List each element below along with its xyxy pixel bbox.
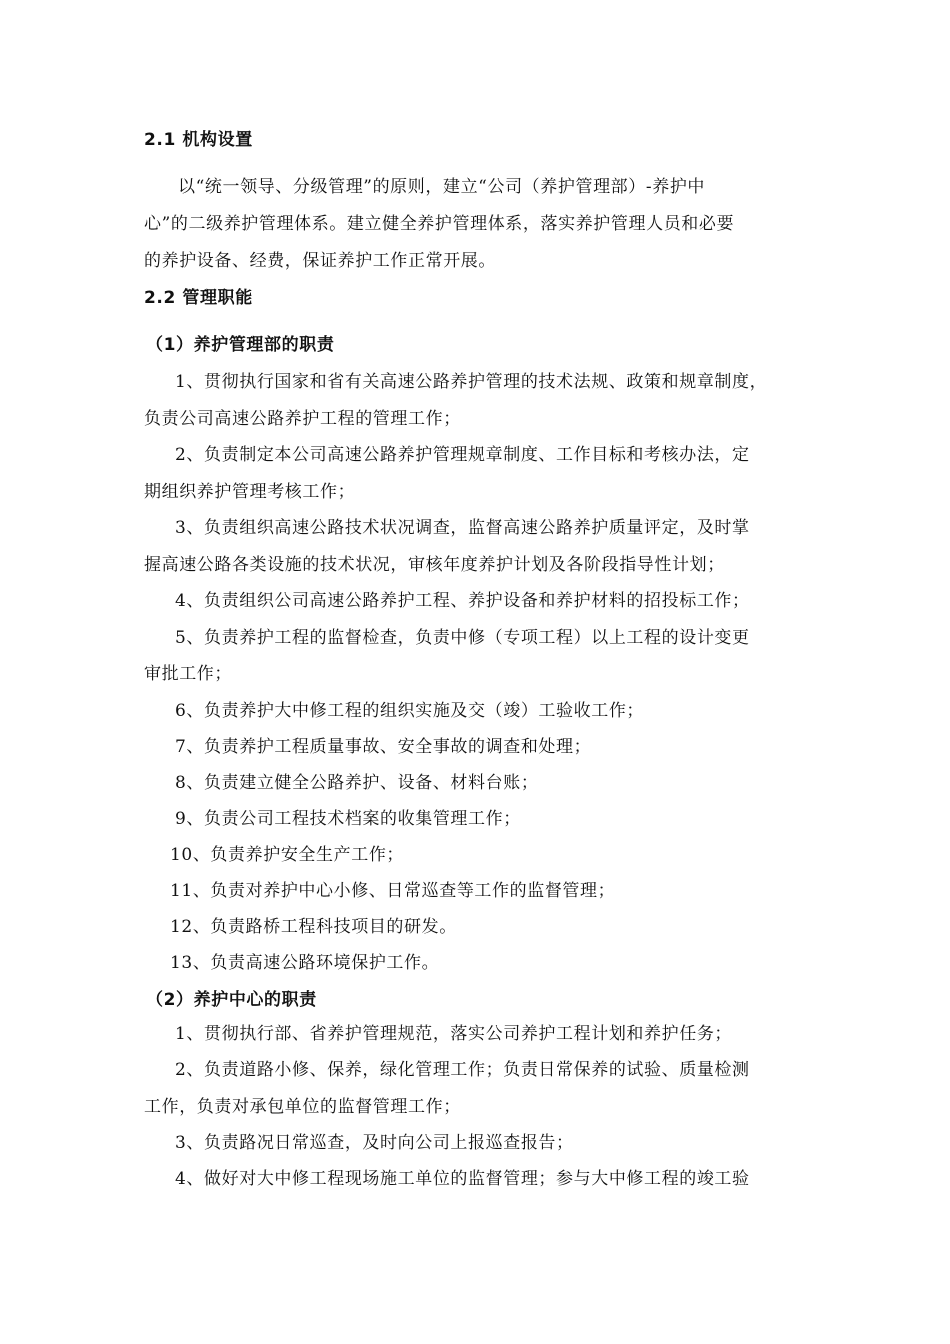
part2-item-2: 2、负责道路小修、保养，绿化管理工作；负责日常保养的试验、质量检测 <box>175 1060 750 1080</box>
section-2-1-para-line: 以“统一领导、分级管理”的原则，建立“公司（养护管理部）-养护中 <box>178 177 706 197</box>
part1-item-3: 3、负责组织高速公路技术状况调查，监督高速公路养护质量评定，及时掌 <box>175 518 750 538</box>
part1-heading: （1）养护管理部的职责 <box>146 335 335 355</box>
part1-item-7: 7、负责养护工程质量事故、安全事故的调查和处理； <box>175 737 592 757</box>
part1-item-1-cont: 负责公司高速公路养护工程的管理工作； <box>144 409 461 429</box>
part1-item-6: 6、负责养护大中修工程的组织实施及交（竣）工验收工作； <box>175 701 645 721</box>
part2-item-4: 4、做好对大中修工程现场施工单位的监督管理；参与大中修工程的竣工验 <box>175 1169 750 1189</box>
part2-item-1: 1、贯彻执行部、省养护管理规范，落实公司养护工程计划和养护任务； <box>175 1024 733 1044</box>
section-2-1-para-line: 心”的二级养护管理体系。建立健全养护管理体系，落实养护管理人员和必要 <box>144 214 735 234</box>
part1-item-10: 10、负责养护安全生产工作； <box>170 845 405 865</box>
part2-item-2-cont: 工作，负责对承包单位的监督管理工作； <box>144 1097 461 1117</box>
section-2-1-heading: 2.1 机构设置 <box>144 130 253 150</box>
part1-item-2-cont: 期组织养护管理考核工作； <box>144 482 356 502</box>
part1-item-5-cont: 审批工作； <box>144 664 232 684</box>
part1-item-11: 11、负责对养护中心小修、日常巡查等工作的监督管理； <box>170 881 616 901</box>
part1-item-9: 9、负责公司工程技术档案的收集管理工作； <box>175 809 521 829</box>
part1-item-3-cont: 握高速公路各类设施的技术状况，审核年度养护计划及各阶段指导性计划； <box>144 555 725 575</box>
part1-item-8: 8、负责建立健全公路养护、设备、材料台账； <box>175 773 539 793</box>
part1-item-1: 1、贯彻执行国家和省有关高速公路养护管理的技术法规、政策和规章制度， <box>175 372 768 392</box>
part2-heading: （2）养护中心的职责 <box>146 990 317 1010</box>
part1-item-2: 2、负责制定本公司高速公路养护管理规章制度、工作目标和考核办法，定 <box>175 445 750 465</box>
part1-item-4: 4、负责组织公司高速公路养护工程、养护设备和养护材料的招投标工作； <box>175 591 750 611</box>
part2-item-3: 3、负责路况日常巡查，及时向公司上报巡查报告； <box>175 1133 574 1153</box>
part1-item-13: 13、负责高速公路环境保护工作。 <box>170 953 440 973</box>
part1-item-5: 5、负责养护工程的监督检查，负责中修（专项工程）以上工程的设计变更 <box>175 628 750 648</box>
section-2-1-para-line: 的养护设备、经费，保证养护工作正常开展。 <box>144 251 496 271</box>
section-2-2-heading: 2.2 管理职能 <box>144 288 253 308</box>
part1-item-12: 12、负责路桥工程科技项目的研发。 <box>170 917 457 937</box>
